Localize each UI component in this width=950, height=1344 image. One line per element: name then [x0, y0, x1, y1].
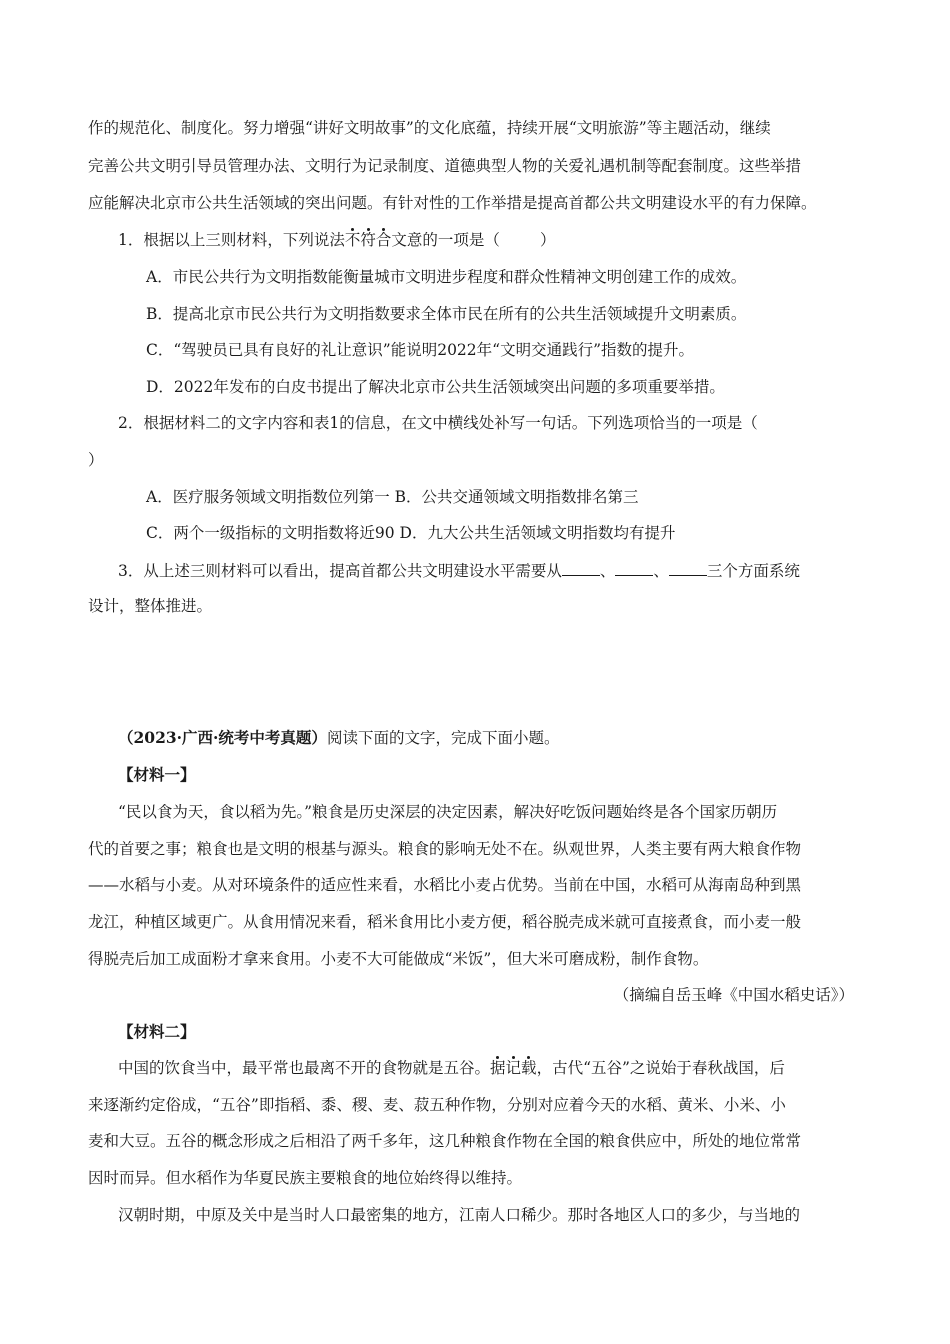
- question-1-stem: 1．根据以上三则材料，下列说法不符合文意的一项是（ ）: [118, 231, 556, 249]
- source-label: （2023·广西·统考中考真题）: [118, 728, 327, 747]
- material-1-title: 【材料一】: [118, 765, 196, 784]
- paragraph-line: 代的首要之事；粮食也是文明的根基与源头。粮食的影响无处不在。纵观世界，人类主要有两大粮食作物: [88, 840, 802, 858]
- paragraph-line: ——水稻与小麦。从对环境条件的适应性来看，水稻比小麦占优势。当前在中国，水稻可从海南岛种到黑: [88, 876, 802, 894]
- question-2-options-row2: C．两个一级指标的文明指数将近90 D．九大公共生活领域文明指数均有提升: [146, 524, 676, 542]
- question-2-options-row1: A．医疗服务领域文明指数位列第一 B．公共交通领域文明指数排名第三: [146, 488, 639, 506]
- paragraph-line: “民以食为天，食以稻为先。”粮食是历史深层的决定因素，解决好吃饭问题始终是各个国家历朝历: [118, 803, 778, 821]
- question-1-option-d: D．2022年发布的白皮书提出了解决北京市公共生活领域突出问题的多项重要举措。: [146, 378, 725, 396]
- question-2-close: ）: [88, 451, 104, 469]
- emphasis-char: 记: [505, 1059, 522, 1077]
- emphasis-char: 载: [521, 1059, 537, 1077]
- emphasis-char: 不: [344, 231, 361, 249]
- answer-blank: [615, 560, 653, 576]
- paragraph-line: 汉朝时期，中原及关中是当时人口最密集的地方，江南人口稀少。那时各地区人口的多少，与当地的: [118, 1206, 801, 1224]
- answer-blank: [562, 560, 600, 576]
- answer-blank: [669, 560, 707, 576]
- material-2-title: 【材料二】: [118, 1022, 196, 1041]
- question-1-option-b: B．提高北京市民公共行为文明指数要求全体市民在所有的公共生活领域提升文明素质。: [146, 305, 747, 323]
- paragraph-line: 得脱壳后加工成面粉才拿来食用。小麦不大可能做成“米饭”，但大米可磨成粉，制作食物。: [88, 950, 709, 968]
- paragraph-line: 麦和大豆。五谷的概念形成之后相沿了两千多年，这几种粮食作物在全国的粮食供应中，所处的地位常常: [88, 1132, 802, 1150]
- emphasis-char: 符: [360, 231, 376, 249]
- paragraph-line: 中国的饮食当中，最平常也最离不开的食物就是五谷。据记载，古代“五谷”之说始于春秋战国，后: [118, 1059, 785, 1077]
- question-1-option-c: C．“驾驶员已具有良好的礼让意识”能说明2022年“文明交通践行”指数的提升。: [146, 341, 695, 359]
- question-1-option-a: A．市民公共行为文明指数能衡量城市文明进步程度和群众性精神文明创建工作的成效。: [146, 268, 747, 286]
- paragraph-line: 因时而异。但水稻作为华夏民族主要粮食的地位始终得以维持。: [88, 1169, 523, 1187]
- emphasis-char: 据: [490, 1059, 506, 1077]
- paragraph-line: 应能解决北京市公共生活领域的突出问题。有针对性的工作举措是提高首都公共文明建设水平的有力保障。: [88, 194, 817, 212]
- question-2-stem: 2．根据材料二的文字内容和表1的信息，在文中横线处补写一句话。下列选项恰当的一项是（: [118, 414, 758, 432]
- question-3-line2: 设计，整体推进。: [88, 597, 213, 615]
- paragraph-line: 来逐渐约定俗成，“五谷”即指稻、黍、稷、麦、菽五种作物，分别对应着今天的水稻、黄米、小米、小: [88, 1096, 786, 1114]
- paragraph-line: 作的规范化、制度化。努力增强“讲好文明故事”的文化底蕴，持续开展“文明旅游”等主题活动，继续: [88, 119, 771, 137]
- emphasis-char: 合: [375, 231, 392, 249]
- citation: （摘编自岳玉峰《中国水稻史话》）: [613, 986, 854, 1004]
- question-3-stem: 3．从上述三则材料可以看出，提高首都公共文明建设水平需要从 、 、 三个方面系统: [118, 562, 800, 580]
- section-heading: （2023·广西·统考中考真题）阅读下面的文字，完成下面小题。: [118, 728, 560, 747]
- paragraph-line: 完善公共文明引导员管理办法、文明行为记录制度、道德典型人物的关爱礼遇机制等配套制度。这些举措: [88, 157, 802, 175]
- paragraph-line: 龙江，种植区域更广。从食用情况来看，稻米食用比小麦方便，稻谷脱壳成米就可直接煮食，而小麦一般: [88, 913, 802, 931]
